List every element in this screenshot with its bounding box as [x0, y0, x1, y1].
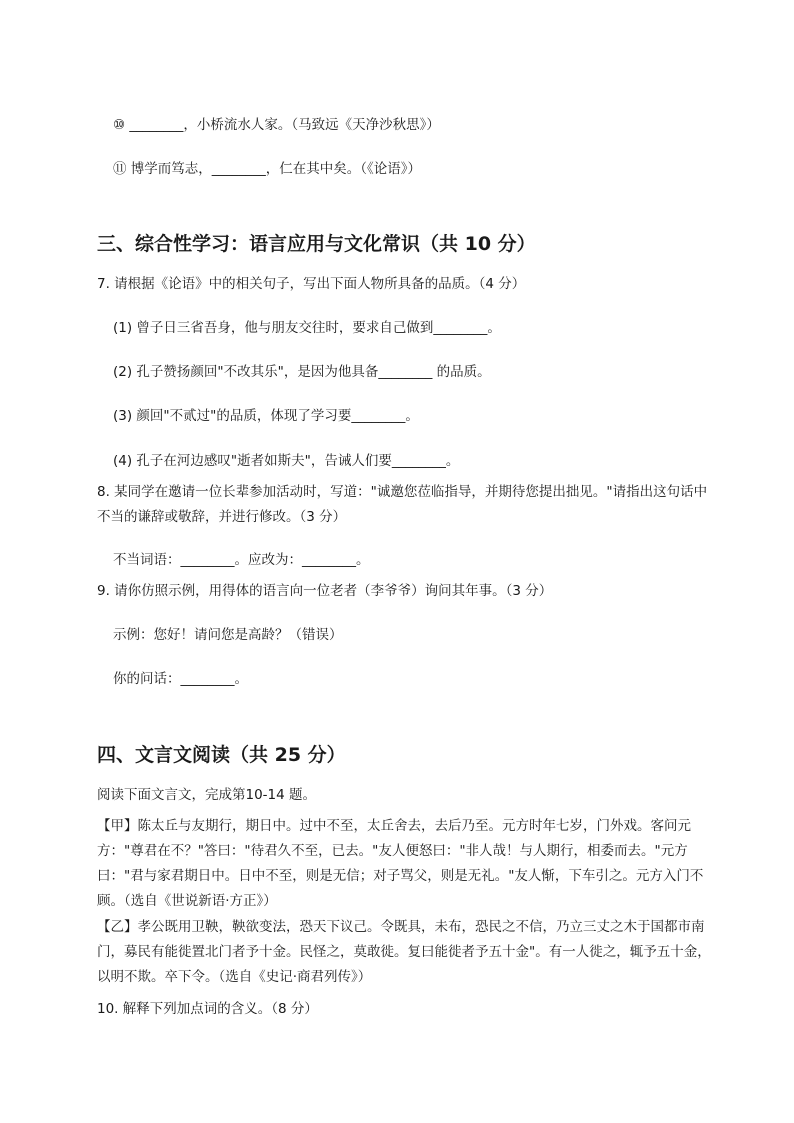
section-4-title: 四、文言文阅读（共 25 分） — [97, 744, 346, 766]
question-7-stem: 7. 请根据《论语》中的相关句子，写出下面人物所具备的品质。（4 分） — [97, 276, 526, 292]
question-7-item-3: (3) 颜回"不贰过"的品质，体现了学习要________。 — [113, 408, 419, 424]
question-10-stem: 10. 解释下列加点词的含义。（8 分） — [97, 1001, 318, 1017]
poem-line-11: ⑪ 博学而笃志，________，仁在其中矣。（《论语》） — [113, 161, 422, 177]
passage-jia: 【甲】陈太丘与友期行，期日中。过中不至，太丘舍去，去后乃至。元方时年七岁，门外戏。客问元方："尊君在不？"答曰："待君久不至，已去。"友人便怒曰："非人哉！与人期行，相委而去。"元方曰："君与家君期日中。日中不至，则是无信；对子骂父，则是无礼。"友人惭，下车引之。元方入门不顾。（选自《世说新语·方正》） — [97, 818, 704, 909]
reading-instructions: 阅读下面文言文，完成第10-14 题。 — [97, 787, 317, 803]
question-9-stem: 9. 请你仿照示例，用得体的语言向一位老者（李爷爷）询问其年事。（3 分） — [97, 583, 553, 599]
question-7-item-2: (2) 孔子赞扬颜回"不改其乐"，是因为他具备________ 的品质。 — [113, 364, 491, 380]
question-8-answer: 不当词语：________。应改为：________。 — [113, 552, 370, 568]
poem-line-10: ⑩ ________，小桥流水人家。（马致远《天净沙秋思》） — [113, 117, 440, 133]
question-7-item-1: (1) 曾子日三省吾身，他与朋友交往时，要求自己做到________。 — [113, 320, 501, 336]
question-7-item-4: (4) 孔子在河边感叹"逝者如斯夫"，告诫人们要________。 — [113, 453, 460, 469]
question-9-example: 示例：您好！请问您是高龄？（错误） — [113, 627, 343, 643]
question-8-stem: 8. 某同学在邀请一位长辈参加活动时，写道："诚邀您莅临指导，并期待您提出拙见。"请指出这句话中不当的谦辞或敬辞，并进行修改。（3 分） — [97, 484, 708, 525]
question-9-answer: 你的问话：________。 — [113, 671, 248, 687]
section-3-title: 三、综合性学习：语言应用与文化常识（共 10 分） — [97, 233, 536, 255]
passage-yi: 【乙】孝公既用卫鞅，鞅欲变法，恐天下议己。令既具，未布，恐民之不信，乃立三丈之木于国都市南门，募民有能徙置北门者予十金。民怪之，莫敢徙。复曰能徙者予五十金"。有一人徙之，辄予五十金，以明不欺。卒下令。（选自《史记·商君列传》） — [97, 919, 711, 985]
